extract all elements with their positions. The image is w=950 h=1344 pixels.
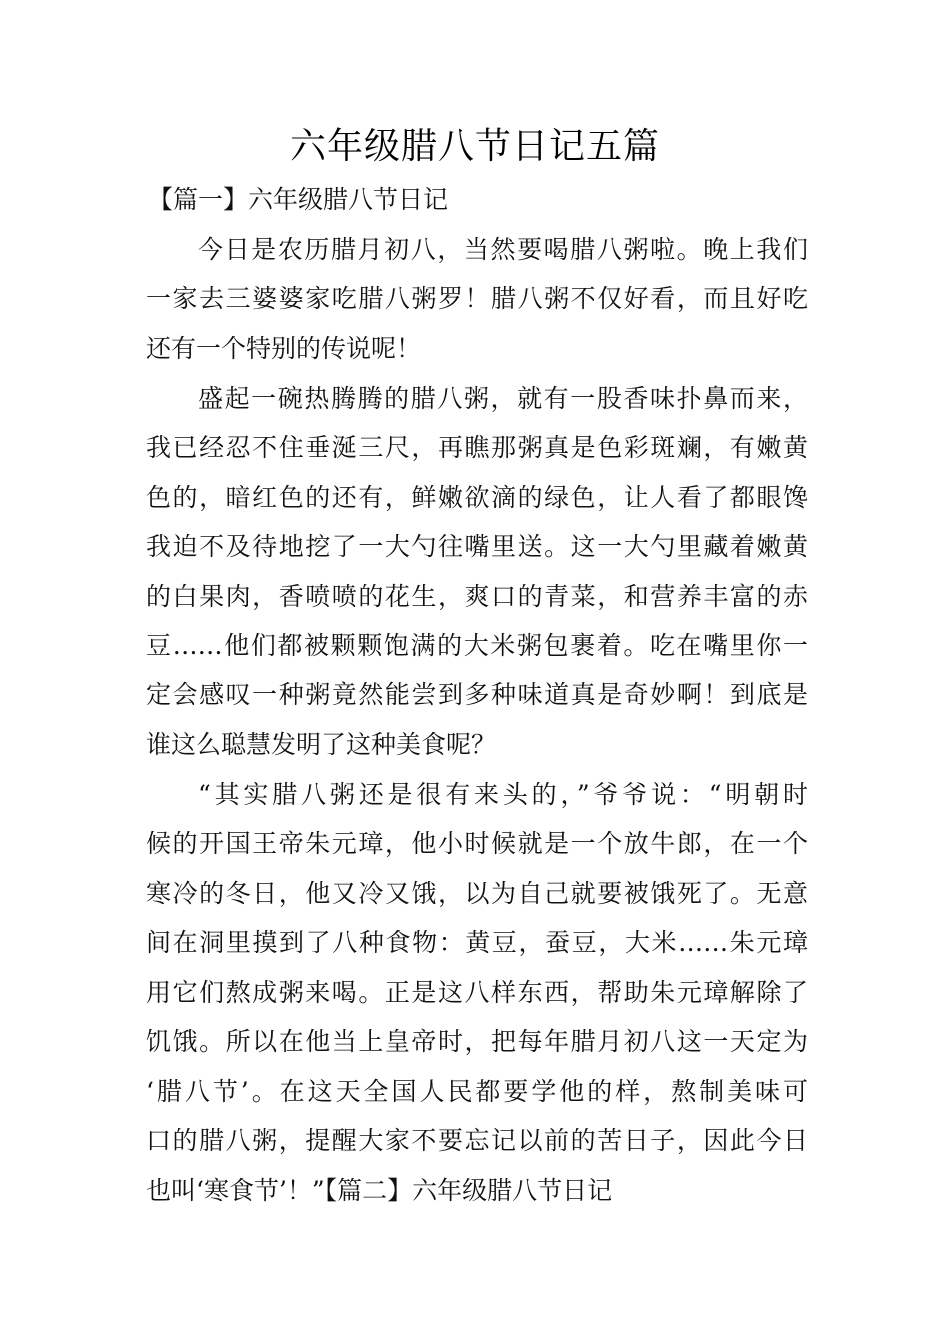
paragraph-line: 也叫‘寒食节’！”【篇二】六年级腊八节日记 [146, 1176, 613, 1205]
paragraph-line: “其实腊八粥还是很有来头的，”爷爷说：“明朝时 [198, 780, 808, 809]
paragraph-line: 饥饿。所以在他当上皇帝时，把每年腊月初八这一天定为 [146, 1027, 808, 1056]
document-title: 六年级腊八节日记五篇 [289, 126, 660, 167]
paragraph-line: 还有一个特别的传说呢！ [146, 334, 422, 363]
paragraph-line: 盛起一碗热腾腾的腊八粥，就有一股香味扑鼻而来， [198, 384, 808, 413]
paragraph-line: 我已经忍不住垂涎三尺，再瞧那粥真是色彩斑斓，有嫩黄 [146, 433, 808, 462]
paragraph-line: 间在洞里摸到了八种食物：黄豆，蚕豆，大米……朱元璋 [146, 928, 808, 957]
paragraph-line: 定会感叹一种粥竟然能尝到多种味道真是奇妙啊！到底是 [146, 680, 808, 709]
paragraph-line: 候的开国王帝朱元璋，他小时候就是一个放牛郎，在一个 [146, 829, 808, 858]
paragraph-line: 我迫不及待地挖了一大勺往嘴里送。这一大勺里藏着嫩黄 [146, 532, 808, 561]
paragraph-line: 口的腊八粥，提醒大家不要忘记以前的苦日子，因此今日 [146, 1126, 808, 1155]
paragraph-line: 谁这么聪慧发明了这种美食呢？ [146, 730, 497, 759]
section-heading: 【篇一】六年级腊八节日记 [148, 185, 449, 214]
paragraph-line: 用它们熬成粥来喝。正是这八样东西，帮助朱元璋解除了 [146, 978, 808, 1007]
paragraph-line: ‘腊八节’。在这天全国人民都要学他的样，熬制美味可 [146, 1077, 808, 1106]
paragraph-line: 一家去三婆婆家吃腊八粥罗！腊八粥不仅好看，而且好吃 [146, 284, 808, 313]
paragraph-line: 寒冷的冬日，他又冷又饿，以为自己就要被饿死了。无意 [146, 879, 808, 908]
paragraph-line: 豆……他们都被颗颗饱满的大米粥包裹着。吃在嘴里你一 [146, 631, 808, 660]
paragraph-line: 的白果肉，香喷喷的花生，爽口的青菜，和营养丰富的赤 [146, 582, 808, 611]
paragraph-line: 今日是农历腊月初八，当然要喝腊八粥啦。晚上我们 [198, 235, 808, 264]
paragraph-line: 色的，暗红色的还有，鲜嫩欲滴的绿色，让人看了都眼馋 [146, 483, 808, 512]
